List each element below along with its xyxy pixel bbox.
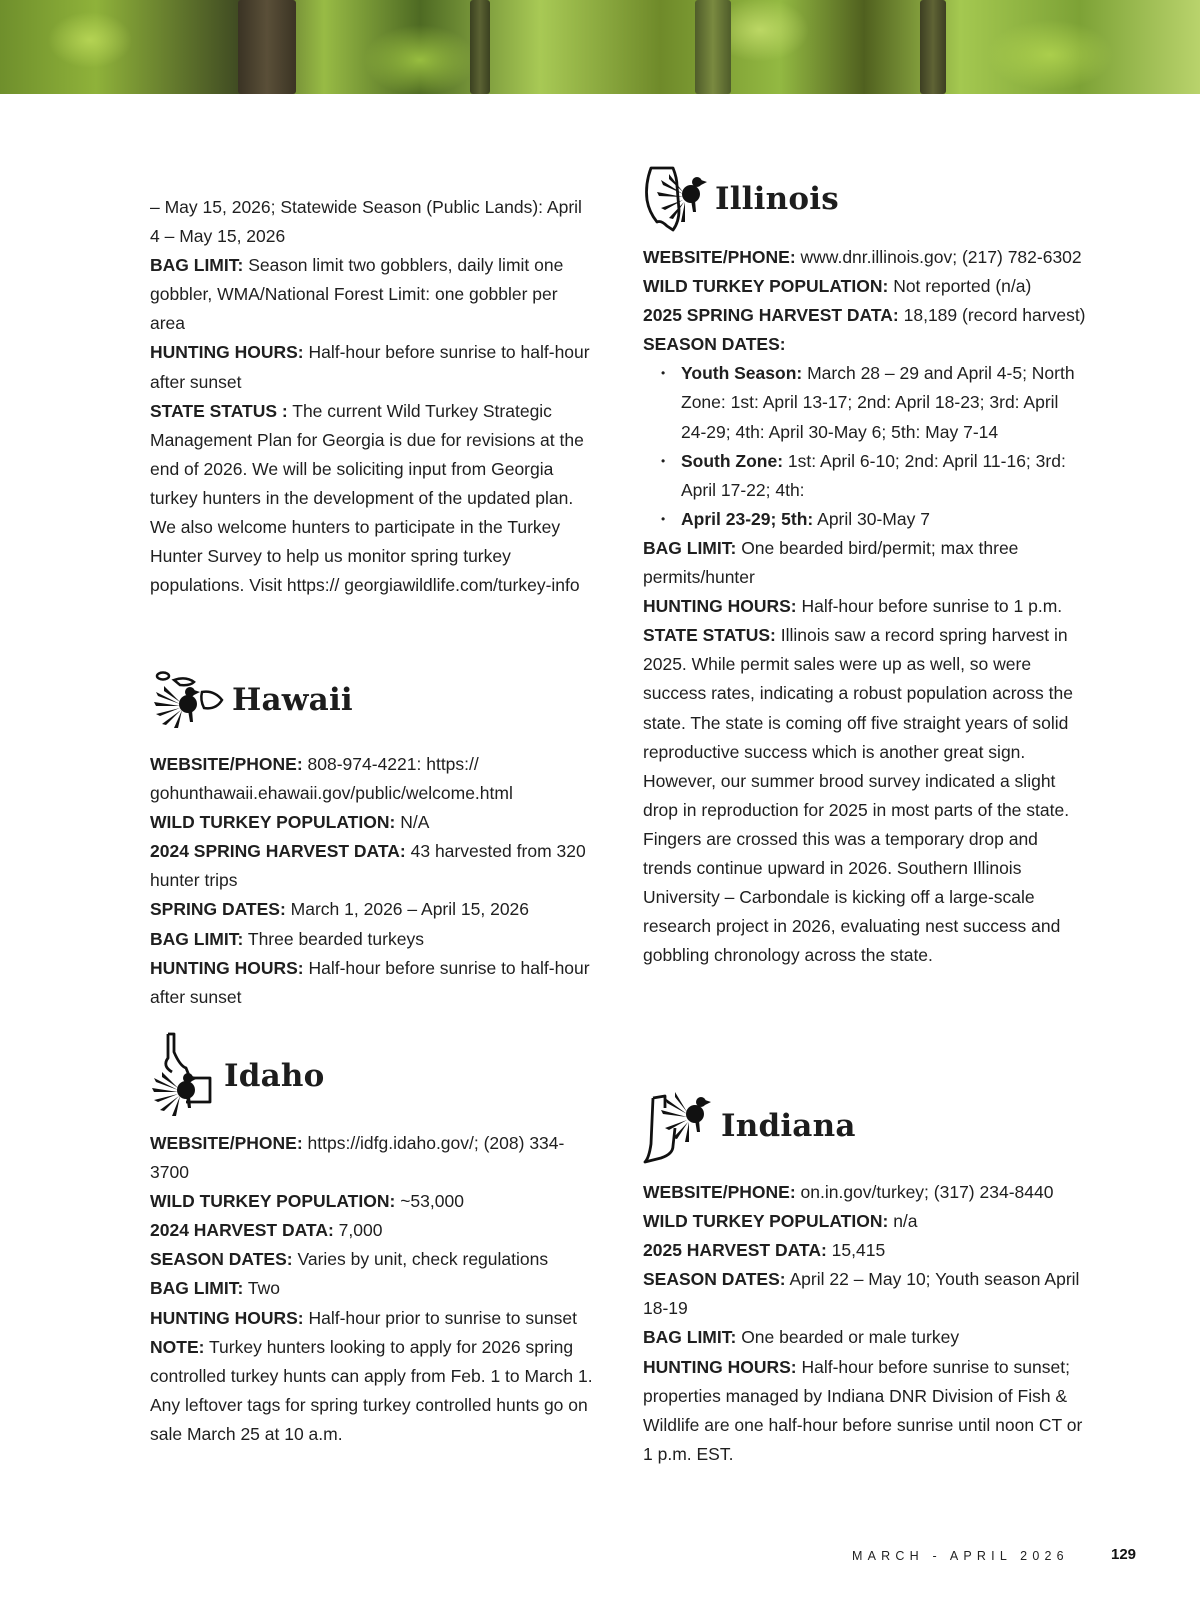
- state-name: Idaho: [224, 1058, 325, 1094]
- field-paragraph: BAG LIMIT: Three bearded turkeys: [150, 928, 424, 949]
- field-paragraph: WILD TURKEY POPULATION: ~53,000: [150, 1191, 464, 1212]
- field-paragraph: HUNTING HOURS: Half-hour before sunrise to half-hour after sunset: [150, 957, 590, 1007]
- field-paragraph: WEBSITE/PHONE: www.dnr.illinois.gov; (217) 782-6302: [643, 247, 1082, 267]
- field-paragraph: NOTE: Turkey hunters looking to apply for 2026 spring controlled turkey hunts can apply from Feb. 1 to March 1. Any leftover tags for spring turkey controlled hunts go on sale March 25 at 10 a.m.: [150, 1336, 593, 1444]
- field-paragraph: 2024 SPRING HARVEST DATA: 43 harvested from 320 hunter trips: [150, 841, 586, 891]
- field-paragraph: WEBSITE/PHONE: on.in.gov/turkey; (317) 234-8440: [643, 1182, 1054, 1202]
- list-item: • Youth Season: March 28 – 29 and April 4-5; North Zone: 1st: April 13-17; 2nd: April 18-23; 3rd: April 24-29; 4th: April 30-May 6; 5th: May 7-14: [681, 359, 1088, 446]
- state-heading-idaho: [150, 1032, 324, 1120]
- field-paragraph: HUNTING HOURS: Half-hour before sunrise to sunset; properties managed by Indiana DNR Division of Fish & Wildlife are one half-hour before sunrise until noon CT or 1 p.m. EST.: [643, 1356, 1083, 1464]
- season-dates-list: [643, 359, 1088, 534]
- hawaii-details: [150, 750, 595, 1012]
- forest-banner-image: [0, 0, 1200, 94]
- field-paragraph: WILD TURKEY POPULATION: n/a: [643, 1211, 918, 1232]
- field-paragraph: WILD TURKEY POPULATION: N/A: [150, 812, 430, 833]
- field-paragraph: – May 15, 2026; Statewide Season (Public Lands): April 4 – May 15, 2026: [150, 197, 582, 247]
- illinois-details: [643, 243, 1088, 970]
- state-name: Hawaii: [232, 682, 353, 718]
- hawaii-state-turkey-icon: [150, 670, 228, 730]
- field-paragraph: WILD TURKEY POPULATION: Not reported (n/a): [643, 276, 1032, 297]
- illinois-state-turkey-icon: [643, 164, 709, 234]
- field-paragraph: BAG LIMIT: Two: [150, 1278, 280, 1299]
- field-paragraph: HUNTING HOURS: Half-hour before sunrise to 1 p.m.: [643, 596, 1063, 617]
- tree-trunk: [920, 0, 946, 94]
- tree-trunk: [238, 0, 296, 94]
- field-paragraph: HUNTING HOURS: Half-hour before sunrise to half-hour after sunset: [150, 342, 590, 392]
- field-paragraph: BAG LIMIT: Season limit two gobblers, daily limit one gobbler, WMA/National Forest Limit: one gobbler per area: [150, 255, 564, 334]
- field-paragraph: SEASON DATES: Varies by unit, check regulations: [150, 1249, 549, 1270]
- field-paragraph: SPRING DATES: March 1, 2026 – April 15, 2026: [150, 899, 530, 920]
- state-heading-hawaii: [150, 670, 353, 730]
- idaho-state-turkey-icon: [150, 1032, 216, 1120]
- state-heading-indiana: [643, 1088, 856, 1164]
- field-paragraph: BAG LIMIT: One bearded bird/permit; max three permits/hunter: [643, 537, 1019, 588]
- field-paragraph: STATE STATUS : The current Wild Turkey Strategic Management Plan for Georgia is due for revisions at the end of 2026. We will be soliciting input from Georgia turkey hunters in the development of the updated plan. We also welcome hunters to participate in the Turkey Hunter Survey to help us monitor spring turkey populations. Visit https:// georgiawildlife.com/turkey-info: [150, 400, 584, 596]
- field-paragraph: STATE STATUS: Illinois saw a record spring harvest in 2025. While permit sales were up as well, so were success rates, indicating a robust population across the state. The state is coming off five straight years of solid reproductive success which is another great sign. However, our summer brood survey indicated a slight drop in reproduction for 2025 in most parts of the state. Fingers are crossed this was a temporary drop and trends continue upward in 2026. Southern Illinois University – Carbondale is kicking off a large-scale research project in 2026, evaluating nest success and gobbling chronology across the state.: [643, 625, 1073, 966]
- georgia-continued: [150, 193, 595, 600]
- indiana-state-turkey-icon: [643, 1088, 713, 1164]
- issue-date: MARCH - APRIL 2026: [852, 1549, 1069, 1563]
- list-item: • South Zone: 1st: April 6-10; 2nd: April 11-16; 3rd: April 17-22; 4th:: [681, 447, 1088, 505]
- field-paragraph: 2025 HARVEST DATA: 15,415: [643, 1240, 886, 1261]
- indiana-details: [643, 1178, 1088, 1469]
- field-paragraph: SEASON DATES: April 22 – May 10; Youth season April 18-19: [643, 1269, 1080, 1319]
- tree-trunk: [695, 0, 731, 94]
- field-paragraph: HUNTING HOURS: Half-hour prior to sunrise to sunset: [150, 1307, 577, 1328]
- field-paragraph: SEASON DATES:: [643, 334, 786, 355]
- field-paragraph: 2024 HARVEST DATA: 7,000: [150, 1220, 383, 1241]
- field-paragraph: WEBSITE/PHONE: 808-974-4221: https:// gohunthawaii.ehawaii.gov/public/welcome.html: [150, 754, 513, 804]
- page-number: 129: [1111, 1546, 1137, 1563]
- list-item: • April 23-29; 5th: April 30-May 7: [681, 505, 1088, 534]
- tree-trunk: [470, 0, 490, 94]
- state-heading-illinois: [643, 164, 839, 234]
- state-name: Illinois: [715, 181, 839, 217]
- idaho-details: [150, 1129, 595, 1449]
- field-paragraph: BAG LIMIT: One bearded or male turkey: [643, 1327, 960, 1348]
- field-paragraph: 2025 SPRING HARVEST DATA: 18,189 (record harvest): [643, 305, 1086, 326]
- field-paragraph: WEBSITE/PHONE: https://idfg.idaho.gov/; (208) 334-3700: [150, 1133, 565, 1183]
- state-name: Indiana: [721, 1108, 856, 1144]
